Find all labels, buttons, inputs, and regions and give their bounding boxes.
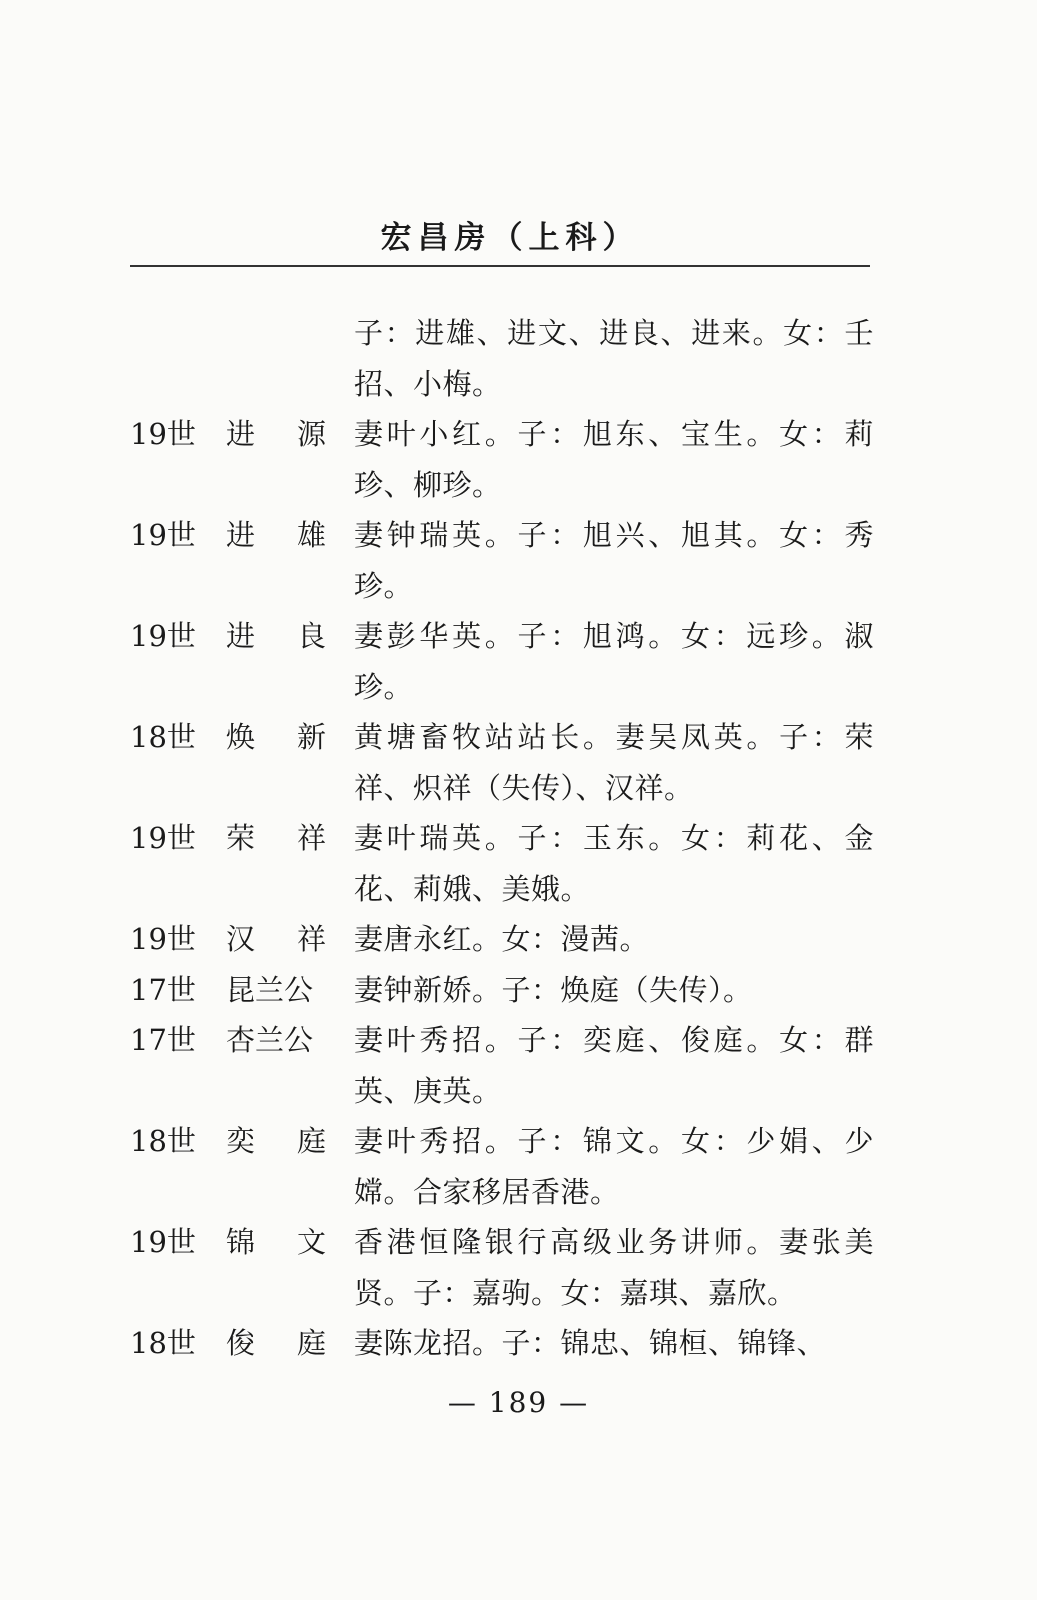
- entry-name-part: 文: [296, 1225, 326, 1259]
- genealogy-entry: [130, 1015, 875, 1116]
- entry-name-part: 荣: [226, 821, 256, 855]
- genealogy-entry: [130, 712, 875, 813]
- entry-name-part: 祥: [296, 821, 326, 855]
- entry-name: [226, 813, 326, 864]
- entry-description: 香港恒隆银行高级业务讲师。妻张美贤。子：嘉驹。女：嘉琪、嘉欣。: [354, 1225, 874, 1310]
- entry-description: 妻叶秀招。子：锦文。女：少娟、少嫦。合家移居香港。: [354, 1124, 874, 1209]
- entry-name: [226, 1318, 326, 1369]
- genealogy-entry: [130, 611, 875, 712]
- entry-name-part: 庭: [296, 1124, 326, 1158]
- entry-generation: 19世: [130, 1225, 196, 1259]
- entry-generation: 18世: [130, 1124, 196, 1158]
- genealogy-entry: [130, 1116, 875, 1217]
- entry-generation: 19世: [130, 518, 196, 552]
- entry-name-part: 锦: [226, 1225, 256, 1259]
- entry-name-part: 俊: [226, 1326, 256, 1360]
- entry-name-part: 昆兰公: [226, 972, 314, 1007]
- genealogy-entry: [130, 914, 875, 965]
- entry-description: 妻钟新娇。子：焕庭（失传）。: [354, 972, 753, 1007]
- entry-name-part: 祥: [296, 922, 326, 956]
- entry-name-part: 进: [226, 417, 256, 451]
- page-header-title: 宏昌房（上科）: [380, 220, 640, 256]
- entry-name-part: 雄: [296, 518, 326, 552]
- entry-description: 妻彭华英。子：旭鸿。女：远珍。淑珍。: [354, 619, 874, 704]
- entry-description: 妻陈龙招。子：锦忠、锦桓、锦锋、: [354, 1326, 827, 1360]
- entry-generation: 19世: [130, 922, 196, 956]
- entry-generation: 19世: [130, 417, 196, 451]
- header-rule: [130, 265, 870, 267]
- entry-name-part: 良: [296, 619, 326, 653]
- entry-description: 黄塘畜牧站站长。妻吴凤英。子：荣祥、炽祥（失传）、汉祥。: [354, 720, 874, 805]
- entry-name: [226, 965, 326, 1016]
- page-number: — 189 —: [447, 1386, 590, 1419]
- entry-name-part: 进: [226, 518, 256, 552]
- entry-generation: 19世: [130, 619, 196, 653]
- entry-description: 妻叶小红。子：旭东、宝生。女：莉珍、柳珍。: [354, 417, 874, 502]
- entry-name: [226, 914, 326, 965]
- entry-generation: 18世: [130, 720, 196, 754]
- entry-generation: 17世: [130, 972, 196, 1007]
- genealogy-entry: [130, 510, 875, 611]
- entry-description: 妻唐永红。女：漫茜。: [354, 922, 650, 956]
- genealogy-entry: [130, 813, 875, 914]
- entry-description: 妻钟瑞英。子：旭兴、旭其。女：秀珍。: [354, 518, 874, 603]
- entry-name: [226, 1015, 326, 1066]
- entry-name-part: 汉: [226, 922, 256, 956]
- entry-name-part: 焕: [226, 720, 256, 754]
- entry-name-part: 奕: [226, 1124, 256, 1158]
- entry-description: 妻叶秀招。子：奕庭、俊庭。女：群英、庚英。: [354, 1023, 874, 1108]
- entry-name: [226, 1217, 326, 1268]
- entry-name: [226, 409, 326, 460]
- entry-generation: 17世: [130, 1023, 196, 1057]
- entry-name-part: 新: [296, 720, 326, 754]
- entry-name-part: 进: [226, 619, 256, 653]
- entry-description: 妻叶瑞英。子：玉东。女：莉花、金花、莉娥、美娥。: [354, 821, 874, 906]
- entry-name-part: 杏兰公: [226, 1023, 314, 1057]
- entry-name: [226, 611, 326, 662]
- entry-name-part: 源: [296, 417, 326, 451]
- genealogy-entry: [130, 409, 875, 510]
- entry-name-part: 庭: [296, 1326, 326, 1360]
- entry-name: [226, 712, 326, 763]
- genealogy-entry: [130, 965, 875, 1016]
- entry-generation: 18世: [130, 1326, 196, 1360]
- entry-generation: 19世: [130, 821, 196, 855]
- entry-description: 子：进雄、进文、进良、进来。女：壬招、小梅。: [354, 316, 874, 401]
- genealogy-entries: [130, 308, 875, 1369]
- entry-name: [226, 1116, 326, 1167]
- entry-name: [226, 510, 326, 561]
- genealogy-entry: [130, 1217, 875, 1318]
- genealogy-entry: [130, 1318, 875, 1369]
- genealogy-entry: [130, 308, 875, 409]
